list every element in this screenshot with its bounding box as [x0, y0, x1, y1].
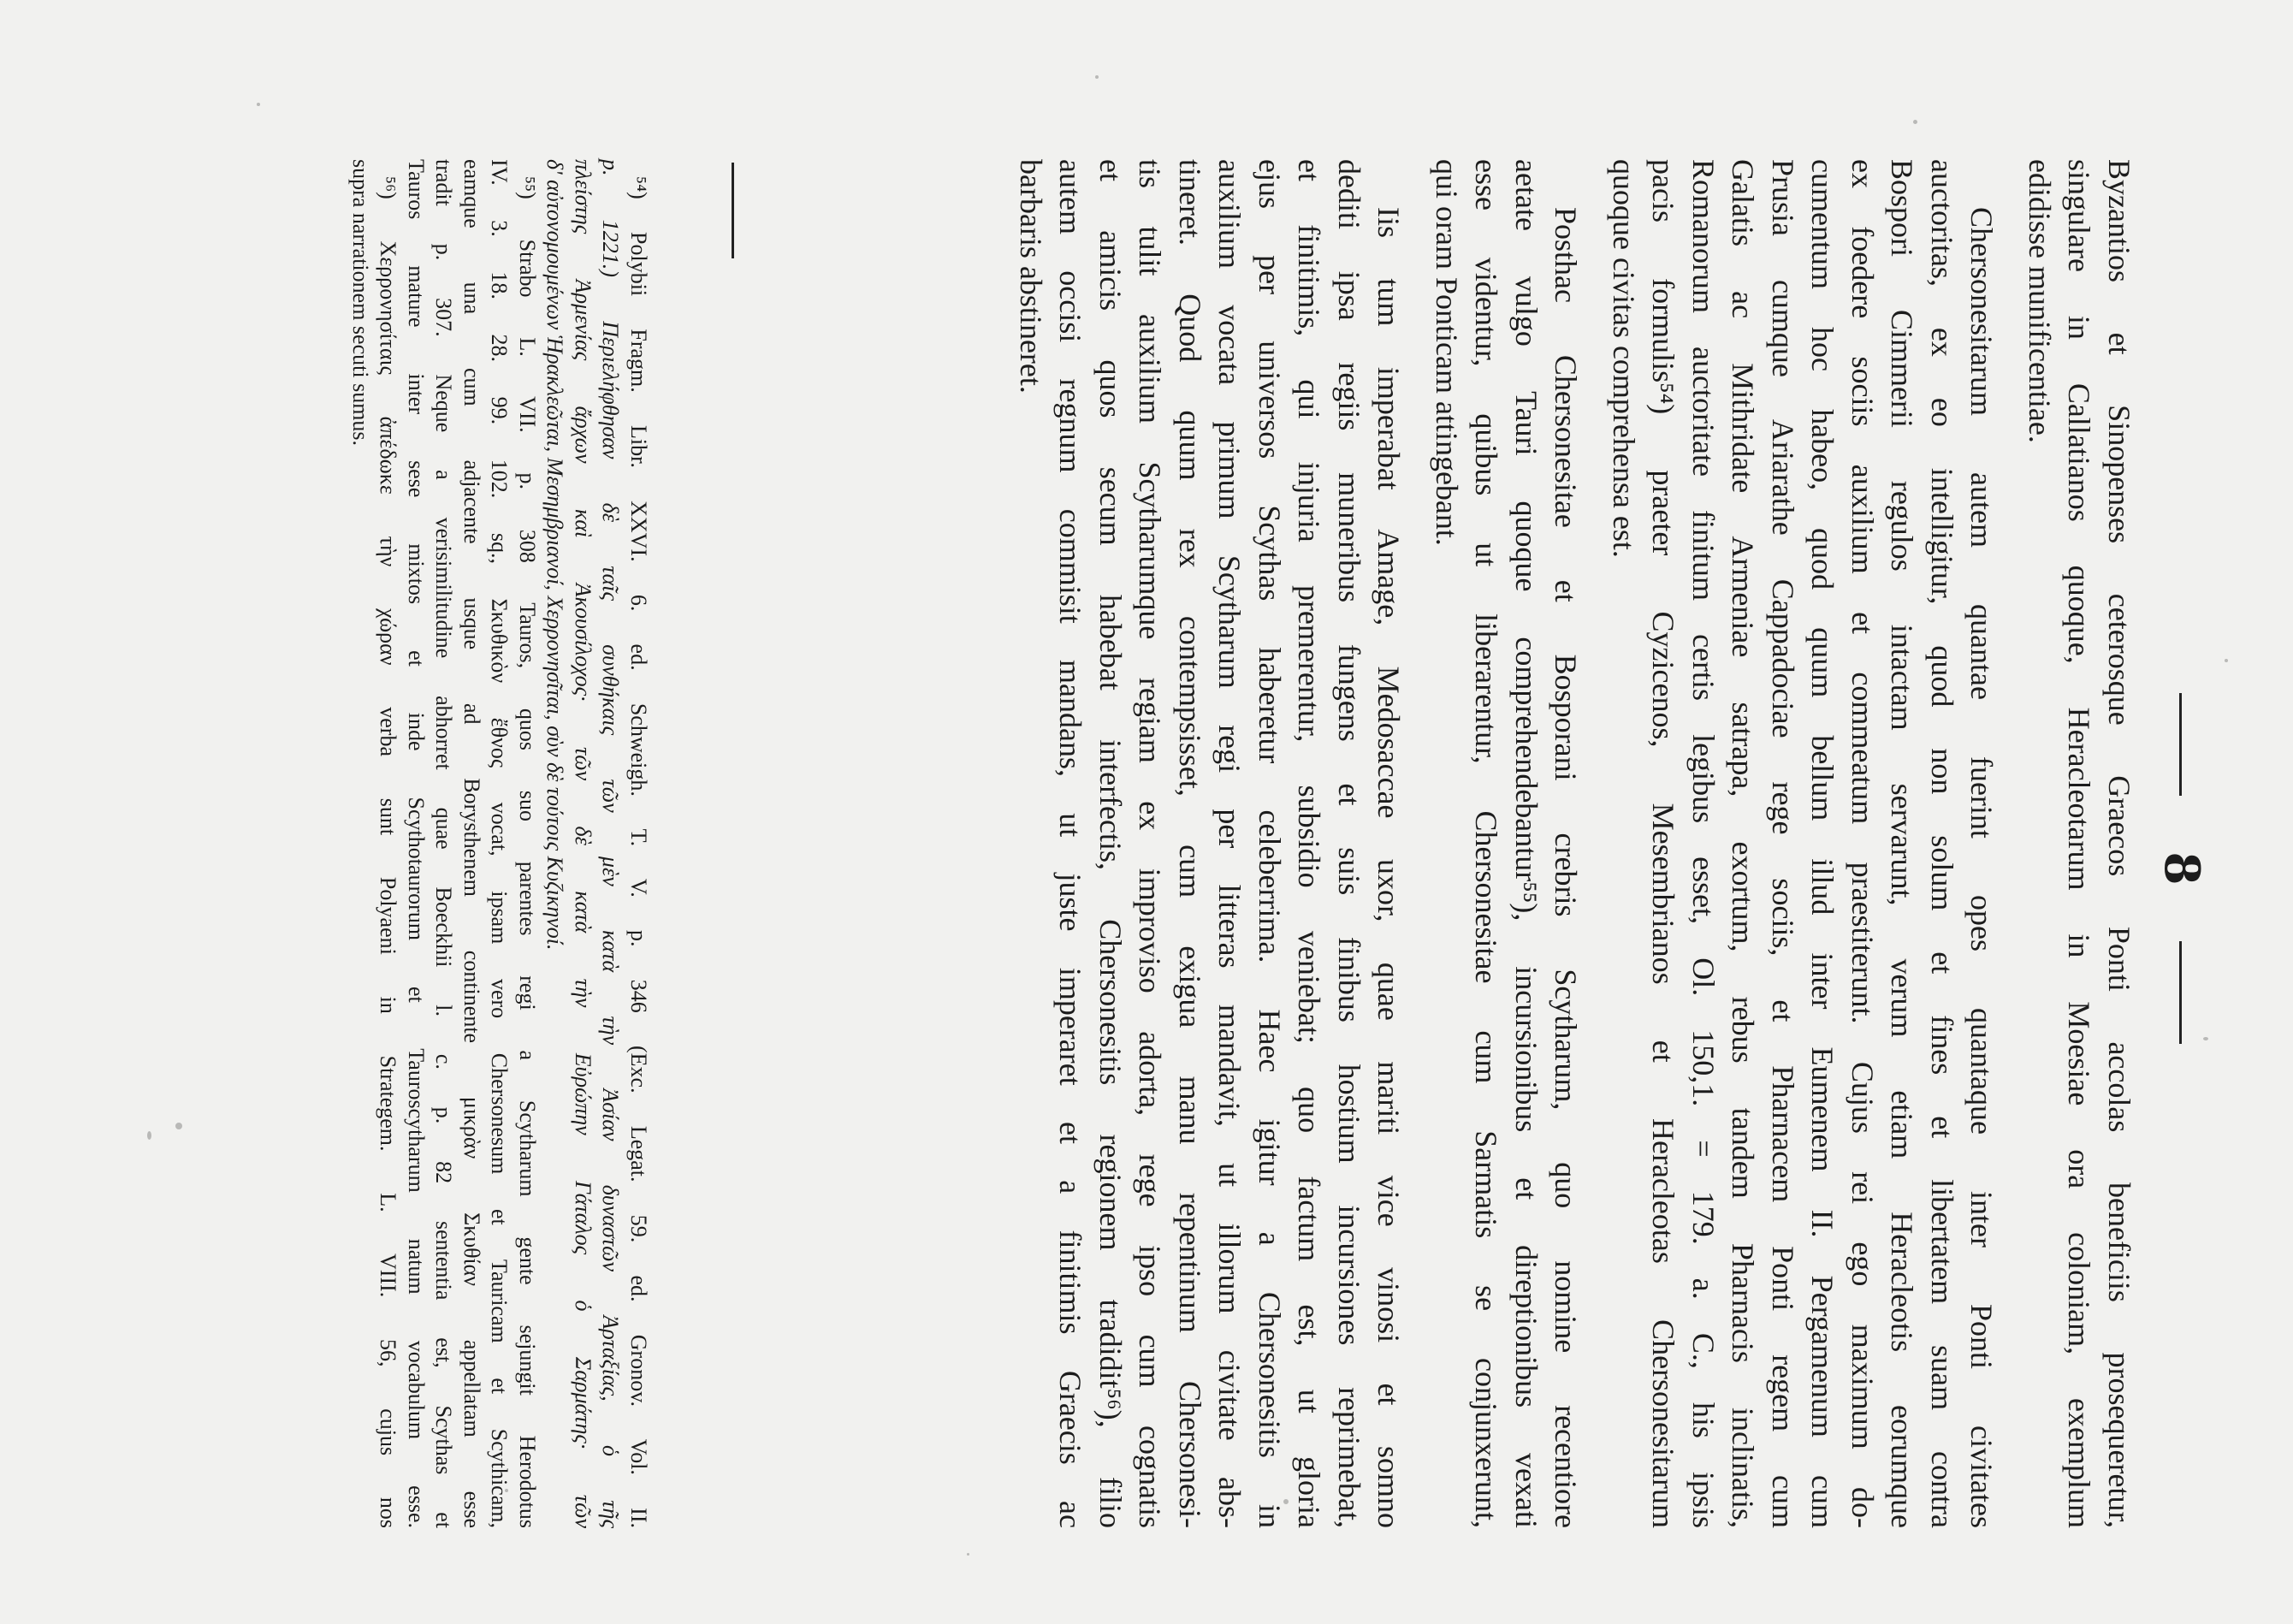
text-line: autem occisi regnum commisit mandans, ut juste imperaret et a finitimis Graecis ac — [1053, 159, 1088, 1528]
text-line: auctoritas, ex eo intelligitur, quod non solum et fines et libertatem suam contra — [1925, 159, 1959, 1528]
text-line: barbaris abstineret. — [1014, 159, 1048, 394]
text-line: ejus per universos Scythas haberetur celeberrima. Haec igitur a Chersonesitis in — [1253, 159, 1287, 1528]
page-number: 8 — [2154, 851, 2210, 886]
text-line: auxilium vocata primum Scytharum regi per litteras mandavit, ut illorum civitate abs- — [1212, 159, 1247, 1528]
footnote-line: IV. 3. 18. 28. 99. 102. sq., Σκυθικὸν ἔθνος vocat, ipsam vero Chersonesum et Tauricam et Scythicam, — [487, 159, 513, 1528]
text-line: Posthac Chersonesitae et Bosporani crebris Scytharum, quo nomine recentiore — [1549, 207, 1584, 1528]
text-line: esse videntur, quibus ut liberarentur, Chersonesitae cum Sarmatis se conjunxerunt, — [1469, 159, 1504, 1528]
text-line: tis tulit auxilium Scytharumque regiam ex improviso adorta, rege ipso cum cognatis — [1133, 159, 1168, 1528]
text-line: dediti ipsa regiis muneribus fungens et suis finibus hostium incursiones reprimebat, — [1332, 159, 1366, 1528]
page-header — [2146, 0, 2218, 1624]
footnote-line: tradit p. 307. Neque a verisimilitudine abhorret quae Boeckhii l. c. p. 82 sententia est, Scythas et — [431, 159, 457, 1528]
text-line: Chersonesitarum autem quantae fuerint opes quantaque inter Ponti civitates — [1964, 207, 2000, 1528]
text-line: Byzantios et Sinopenses ceterosque Graecos Ponti accolas beneficiis prosequeretur, — [2102, 159, 2136, 1528]
text-line: Romanorum auctoritate finitum certis legibus esset, Ol. 150,1. = 179. a. C., his ipsis — [1686, 159, 1721, 1528]
footnote-line: supra narrationem secuti sumus. — [348, 159, 373, 447]
text-line: pacis formulis⁵⁴) praeter Cyzicenos, Mesembrianos et Heracleotas Chersonesitarum — [1646, 159, 1681, 1528]
text-line: tineret. Quod quum rex contempsisset, cum exigua manu repentinum Chersonesi- — [1173, 159, 1207, 1528]
footnote-line: ⁵⁶) Χερρονησίταις ἀπέδωκε τὴν χώραν verba sunt Polyaeni in Strategem. L. VIII. 56, cujus nos — [376, 176, 401, 1528]
text-line: edidisse munificentiae. — [2023, 159, 2057, 443]
text-line: et amicis quos secum habebat interfectis, Chersonesitis regionem tradidit⁵⁶), filio — [1093, 159, 1128, 1528]
footnote-line: ⁵⁵) Strabo L. VII. p. 308 Tauros, quos suo parentes regi a Scytharum gente sejungit Herodotus — [515, 176, 540, 1528]
footnote-line: p. 1221.) Περιελήφθησαν δὲ ταῖς συνθήκαις τῶν μὲν κατὰ τὴν Ἀσίαν δυναστῶν Ἀρταξίας, ὁ τῆς — [598, 159, 624, 1528]
text-line: cumentum hoc habeo, quod quum bellum illud inter Eumenem II. Pergamenum cum — [1805, 159, 1840, 1528]
footnote-line: Tauros mature inter sese mixtos et inde Scythotaurorum et Tauroscytharum natum vocabulum esse. — [404, 159, 429, 1528]
main-text — [1011, 159, 2140, 1528]
footnote-line: δ' αὐτονομουμένων Ἡρακλεῶται, Μεσημβριανοί, Χερρονησῖται, σὺν δὲ τούτοις Κυζικηνοί. — [542, 159, 568, 951]
text-line: qui oram Ponticam attingebant. — [1430, 159, 1464, 546]
text-line: et finitimis, qui injuria premerentur, subsidio veniebat; quo factum est, ut gloria — [1292, 159, 1327, 1528]
footnote-line: eamque una cum adjacente usque ad Borysthenem continente μικρὰν Σκυθίαν appellatam esse — [459, 159, 484, 1528]
footnotes — [347, 159, 653, 1528]
header-rule-right — [2179, 941, 2182, 1044]
text-line: ex foedere sociis auxilium et commeatum praestiterunt. Cujus rei ego maximum do- — [1846, 159, 1880, 1528]
header-rule-left — [2179, 693, 2182, 796]
footnote-line: ⁵⁴) Polybii Fragm. Libr. XXVI. 6. ed. Schweigh. T. V. p. 346 (Exc. Legat. 59. ed. Gronov. Vol. II. — [626, 176, 651, 1528]
text-line: Prusia cumque Ariarathe Cappadociae rege sociis, et Pharnacem Ponti regem cum — [1766, 159, 1800, 1528]
text-line: Iis tum imperabat Amage, Medosaccae uxor, quae mariti vice vinosi et somno — [1372, 207, 1407, 1528]
footnote-separator — [732, 163, 734, 258]
text-line: Galatis ac Mithridate Armeniae satrapa, exortum, rebus tandem Pharnacis inclinatis, — [1726, 159, 1761, 1528]
text-line: singulare in Callatianos quoque, Heracleotarum in Moesiae ora coloniam, exemplum — [2062, 159, 2097, 1528]
footnote-line: πλείστης Ἀρμενίας ἄρχων καὶ Ἀκουσίλοχος· τῶν δὲ κατὰ τὴν Εὐρώπην Γάταλος ὁ Σαρμάτης· τῶν — [571, 159, 595, 1528]
text-line: aetate vulgo Tauri quoque comprehendebantur⁵⁵), incursionibus et direptionibus vexati — [1509, 159, 1543, 1528]
text-line: Bospori Cimmerii regulos intactam servarunt, verum etiam Heracleotis eorumque — [1885, 159, 1920, 1528]
text-line: quoque civitas comprehensa est. — [1607, 159, 1641, 558]
